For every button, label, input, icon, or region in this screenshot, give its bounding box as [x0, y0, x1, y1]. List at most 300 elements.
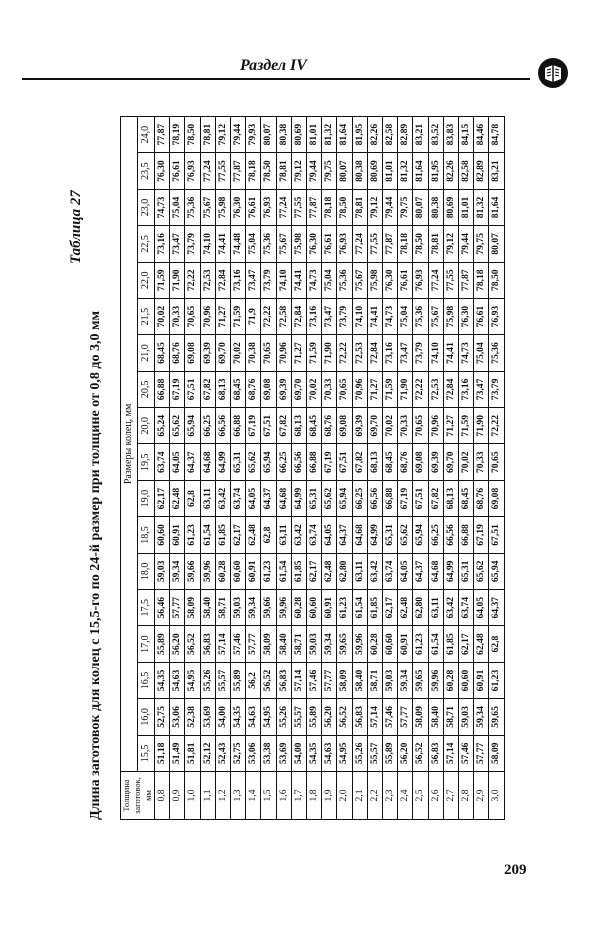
value-cell: 62,17: [307, 553, 322, 589]
value-cell: 55,57: [291, 699, 306, 735]
value-cell: 59,34: [474, 699, 489, 735]
value-cell: 60,60: [231, 553, 246, 589]
value-cell: 74,73: [383, 298, 398, 334]
value-cell: 58,40: [276, 626, 291, 662]
value-cell: 53,69: [200, 699, 215, 735]
value-cell: 72,53: [428, 371, 443, 407]
data-table: [120, 116, 505, 820]
value-cell: 75,67: [276, 226, 291, 262]
table-caption: Длина заготовок для колец с 15,5-го по 24-й размер при толщине от 0,8 до 3,0 мм: [88, 310, 103, 820]
table-row: [428, 116, 443, 819]
value-cell: 64,37: [413, 553, 428, 589]
value-cell: 78,19: [170, 116, 185, 153]
thickness-cell: 2,4: [398, 772, 413, 820]
value-cell: 65,94: [261, 444, 276, 480]
value-cell: 59,65: [337, 626, 352, 662]
value-cell: 53,06: [246, 735, 261, 771]
value-cell: 81,32: [474, 189, 489, 225]
value-cell: 76,61: [170, 153, 185, 189]
value-cell: 69,08: [489, 480, 504, 516]
value-cell: 60,28: [443, 662, 458, 698]
value-cell: 68,76: [246, 371, 261, 407]
value-cell: 77,87: [459, 262, 474, 298]
value-cell: 69,08: [413, 444, 428, 480]
value-cell: 83,21: [413, 116, 428, 153]
value-cell: 64,37: [261, 480, 276, 516]
value-cell: 75,98: [443, 298, 458, 334]
value-cell: 78,81: [200, 116, 215, 153]
value-cell: 73,79: [185, 226, 200, 262]
value-cell: 57,77: [246, 626, 261, 662]
value-cell: 56,52: [337, 699, 352, 735]
value-cell: 72,22: [413, 371, 428, 407]
value-cell: 54,95: [185, 662, 200, 698]
value-cell: 67,51: [413, 480, 428, 516]
value-cell: 59,66: [185, 553, 200, 589]
value-cell: 64,37: [185, 444, 200, 480]
value-cell: 65,31: [459, 553, 474, 589]
value-cell: 70,02: [383, 408, 398, 444]
row-header: Толщина заготовок, мм: [121, 772, 155, 820]
value-cell: 74,41: [443, 335, 458, 371]
value-cell: 67,19: [398, 480, 413, 516]
column-header: 20,5: [138, 371, 155, 407]
value-cell: 73,79: [261, 262, 276, 298]
table-row: [155, 116, 170, 819]
value-cell: 74,41: [291, 262, 306, 298]
value-cell: 70,65: [185, 298, 200, 334]
value-cell: 57,14: [215, 626, 230, 662]
value-cell: 72,58: [276, 298, 291, 334]
value-cell: 65,62: [398, 517, 413, 553]
value-cell: 57,14: [443, 735, 458, 771]
value-cell: 63,11: [276, 517, 291, 553]
value-cell: 82,26: [443, 153, 458, 189]
value-cell: 79,75: [322, 153, 337, 189]
value-cell: 73,47: [322, 298, 337, 334]
value-cell: 63,11: [352, 553, 367, 589]
table-row: [200, 116, 215, 819]
value-cell: 84,78: [489, 116, 504, 153]
value-cell: 62,17: [155, 480, 170, 516]
value-cell: 60,60: [459, 662, 474, 698]
thickness-cell: 1,5: [261, 772, 276, 820]
value-cell: 70,02: [307, 371, 322, 407]
value-cell: 62,8: [261, 517, 276, 553]
value-cell: 77,24: [276, 189, 291, 225]
value-cell: 73,47: [398, 335, 413, 371]
value-cell: 78,50: [413, 226, 428, 262]
value-cell: 64,05: [246, 480, 261, 516]
value-cell: 62,17: [231, 517, 246, 553]
value-cell: 55,89: [231, 662, 246, 698]
value-cell: 56,46: [155, 590, 170, 626]
table-row: [474, 116, 489, 819]
thickness-cell: 2,8: [459, 772, 474, 820]
value-cell: 62,17: [459, 626, 474, 662]
value-cell: 69,08: [185, 335, 200, 371]
value-cell: 66,56: [443, 517, 458, 553]
value-cell: 67,51: [185, 371, 200, 407]
value-cell: 70,96: [276, 335, 291, 371]
value-cell: 57,77: [474, 735, 489, 771]
value-cell: 78,81: [428, 226, 443, 262]
value-cell: 75,04: [170, 189, 185, 225]
value-cell: 59,03: [307, 626, 322, 662]
value-cell: 79,12: [443, 226, 458, 262]
value-cell: 64,68: [200, 444, 215, 480]
value-cell: 62,48: [170, 480, 185, 516]
value-cell: 66,56: [291, 444, 306, 480]
value-cell: 70,33: [474, 444, 489, 480]
value-cell: 63,42: [291, 517, 306, 553]
value-cell: 64,05: [170, 444, 185, 480]
value-cell: 57,14: [291, 662, 306, 698]
value-cell: 81,64: [337, 116, 352, 153]
value-cell: 67,19: [170, 371, 185, 407]
value-cell: 59,03: [459, 699, 474, 735]
value-cell: 56,2: [246, 662, 261, 698]
value-cell: 72,53: [200, 262, 215, 298]
value-cell: 68,76: [398, 444, 413, 480]
thickness-cell: 1,0: [185, 772, 200, 820]
value-cell: 55,57: [367, 735, 382, 771]
value-cell: 76,93: [185, 153, 200, 189]
value-cell: 56,20: [322, 699, 337, 735]
value-cell: 51,81: [185, 735, 200, 771]
value-cell: 53,06: [170, 699, 185, 735]
value-cell: 65,94: [337, 480, 352, 516]
value-cell: 76,93: [489, 298, 504, 334]
value-cell: 79,75: [474, 226, 489, 262]
value-cell: 67,19: [474, 517, 489, 553]
value-cell: 75,04: [322, 262, 337, 298]
value-cell: 78,18: [398, 226, 413, 262]
value-cell: 76,93: [337, 226, 352, 262]
value-cell: 68,13: [443, 480, 458, 516]
value-cell: 77,55: [443, 262, 458, 298]
value-cell: 77,55: [291, 189, 306, 225]
value-cell: 79,12: [291, 153, 306, 189]
value-cell: 67,82: [276, 408, 291, 444]
value-cell: 75,36: [489, 335, 504, 371]
value-cell: 71,27: [443, 408, 458, 444]
table-row: [322, 116, 337, 819]
value-cell: 52,75: [231, 735, 246, 771]
column-header: 20,0: [138, 408, 155, 444]
value-cell: 80,69: [367, 153, 382, 189]
value-cell: 63,42: [443, 590, 458, 626]
value-cell: 60,28: [291, 590, 306, 626]
column-header: 22,0: [138, 262, 155, 298]
value-cell: 75,04: [246, 226, 261, 262]
value-cell: 65,94: [413, 517, 428, 553]
value-cell: 77,24: [428, 262, 443, 298]
value-cell: 63,74: [459, 590, 474, 626]
value-cell: 64,99: [291, 480, 306, 516]
value-cell: 52,43: [215, 735, 230, 771]
table-row: [459, 116, 474, 819]
value-cell: 60,91: [322, 590, 337, 626]
value-cell: 65,24: [155, 408, 170, 444]
value-cell: 82,58: [383, 116, 398, 153]
value-cell: 81,95: [352, 116, 367, 153]
value-cell: 71,59: [459, 408, 474, 444]
value-cell: 78,18: [322, 189, 337, 225]
value-cell: 55,89: [307, 699, 322, 735]
value-cell: 73,16: [155, 226, 170, 262]
value-cell: 77,87: [231, 153, 246, 189]
table-row: [231, 116, 246, 819]
value-cell: 74,73: [155, 189, 170, 225]
value-cell: 68,45: [459, 480, 474, 516]
column-header: 17,0: [138, 626, 155, 662]
value-cell: 71,90: [398, 371, 413, 407]
value-cell: 64,68: [352, 517, 367, 553]
value-cell: 65,62: [170, 408, 185, 444]
value-cell: 83,21: [489, 153, 504, 189]
value-cell: 68,45: [155, 335, 170, 371]
column-header: 17,5: [138, 590, 155, 626]
value-cell: 65,94: [489, 553, 504, 589]
value-cell: 61,85: [367, 590, 382, 626]
value-cell: 61,54: [428, 626, 443, 662]
value-cell: 77,24: [352, 226, 367, 262]
column-header: 18,5: [138, 517, 155, 553]
value-cell: 68,45: [307, 408, 322, 444]
value-cell: 68,45: [231, 371, 246, 407]
value-cell: 52,38: [185, 699, 200, 735]
value-cell: 57,77: [398, 699, 413, 735]
value-cell: 75,04: [474, 335, 489, 371]
value-cell: 60,91: [246, 553, 261, 589]
value-cell: 63,74: [155, 444, 170, 480]
value-cell: 79,44: [383, 189, 398, 225]
value-cell: 66,88: [383, 480, 398, 516]
value-cell: 57,46: [459, 735, 474, 771]
value-cell: 79,44: [307, 153, 322, 189]
value-cell: 69,70: [215, 335, 230, 371]
value-cell: 59,03: [155, 553, 170, 589]
value-cell: 58,09: [261, 626, 276, 662]
table-row: [276, 116, 291, 819]
value-cell: 78,50: [261, 153, 276, 189]
value-cell: 72,22: [489, 408, 504, 444]
value-cell: 61,85: [215, 517, 230, 553]
value-cell: 54,95: [261, 699, 276, 735]
table-row: [352, 116, 367, 819]
value-cell: 58,71: [215, 590, 230, 626]
value-cell: 65,94: [185, 408, 200, 444]
value-cell: 66,88: [459, 517, 474, 553]
value-cell: 67,82: [352, 444, 367, 480]
column-header: 18,0: [138, 553, 155, 589]
value-cell: 67,51: [261, 408, 276, 444]
table-row: [261, 116, 276, 819]
thickness-cell: 2,6: [428, 772, 443, 820]
value-cell: 64,99: [215, 444, 230, 480]
value-cell: 81,01: [383, 153, 398, 189]
value-cell: 77,55: [215, 153, 230, 189]
value-cell: 70,33: [170, 298, 185, 334]
value-cell: 59,65: [489, 699, 504, 735]
value-cell: 76,30: [307, 226, 322, 262]
thickness-cell: 3,0: [489, 772, 504, 820]
value-cell: 75,36: [337, 262, 352, 298]
value-cell: 59,34: [322, 626, 337, 662]
value-cell: 73,16: [307, 298, 322, 334]
value-cell: 55,26: [276, 699, 291, 735]
value-cell: 74,10: [352, 298, 367, 334]
value-cell: 78,81: [352, 189, 367, 225]
value-cell: 55,57: [215, 662, 230, 698]
thickness-cell: 1,3: [231, 772, 246, 820]
value-cell: 55,89: [155, 626, 170, 662]
value-cell: 59,03: [231, 590, 246, 626]
thickness-cell: 1,7: [291, 772, 306, 820]
value-cell: 72,22: [337, 335, 352, 371]
thickness-cell: 2,7: [443, 772, 458, 820]
thickness-cell: 2,2: [367, 772, 382, 820]
value-cell: 73,79: [337, 298, 352, 334]
value-cell: 66,56: [215, 408, 230, 444]
value-cell: 63,42: [215, 480, 230, 516]
thickness-cell: 2,1: [352, 772, 367, 820]
value-cell: 81,01: [307, 116, 322, 153]
value-cell: 71,9: [246, 298, 261, 334]
value-cell: 71,59: [307, 335, 322, 371]
value-cell: 72,84: [291, 298, 306, 334]
value-cell: 75,36: [413, 298, 428, 334]
value-cell: 64,37: [489, 590, 504, 626]
value-cell: 56,52: [261, 662, 276, 698]
value-cell: 63,42: [367, 553, 382, 589]
thickness-cell: 1,4: [246, 772, 261, 820]
value-cell: 61,85: [291, 553, 306, 589]
value-cell: 79,12: [215, 116, 230, 153]
table-row: [443, 116, 458, 819]
value-cell: 80,69: [443, 189, 458, 225]
value-cell: 60,91: [398, 626, 413, 662]
value-cell: 76,61: [322, 226, 337, 262]
value-cell: 73,16: [231, 262, 246, 298]
value-cell: 56,83: [200, 626, 215, 662]
value-cell: 79,12: [367, 189, 382, 225]
thickness-cell: 1,9: [322, 772, 337, 820]
table-row: [398, 116, 413, 819]
value-cell: 70,02: [155, 298, 170, 334]
value-cell: 76,30: [383, 262, 398, 298]
value-cell: 69,08: [261, 371, 276, 407]
value-cell: 76,30: [459, 298, 474, 334]
value-cell: 76,61: [246, 189, 261, 225]
value-cell: 57,77: [170, 590, 185, 626]
value-cell: 79,75: [398, 189, 413, 225]
value-cell: 77,24: [200, 153, 215, 189]
value-cell: 77,87: [383, 226, 398, 262]
value-cell: 67,19: [322, 444, 337, 480]
value-cell: 79,93: [246, 116, 261, 153]
value-cell: 81,64: [489, 189, 504, 225]
value-cell: 77,55: [367, 226, 382, 262]
value-cell: 65,62: [322, 480, 337, 516]
column-header: 16,0: [138, 699, 155, 735]
value-cell: 58,09: [489, 735, 504, 771]
value-cell: 80,07: [261, 116, 276, 153]
value-cell: 70,65: [261, 335, 276, 371]
value-cell: 54,35: [307, 735, 322, 771]
value-cell: 54,35: [155, 662, 170, 698]
value-cell: 55,26: [352, 735, 367, 771]
value-cell: 64,68: [276, 480, 291, 516]
value-cell: 67,82: [200, 371, 215, 407]
value-cell: 67,82: [428, 480, 443, 516]
value-cell: 72,53: [352, 335, 367, 371]
column-header: 23,5: [138, 153, 155, 189]
value-cell: 55,26: [200, 662, 215, 698]
value-cell: 83,52: [428, 116, 443, 153]
value-cell: 56,52: [185, 626, 200, 662]
value-cell: 62,8: [489, 626, 504, 662]
value-cell: 80,38: [428, 189, 443, 225]
value-cell: 51,49: [170, 735, 185, 771]
value-cell: 79,44: [231, 116, 246, 153]
value-cell: 64,99: [443, 553, 458, 589]
value-cell: 73,16: [459, 371, 474, 407]
value-cell: 51,18: [155, 735, 170, 771]
value-cell: 78,81: [276, 153, 291, 189]
value-cell: 75,36: [261, 226, 276, 262]
value-cell: 75,67: [352, 262, 367, 298]
value-cell: 65,62: [474, 553, 489, 589]
column-header: 15,5: [138, 735, 155, 771]
value-cell: 56,83: [352, 699, 367, 735]
value-cell: 84,46: [474, 116, 489, 153]
value-cell: 69,70: [291, 371, 306, 407]
value-cell: 71,59: [155, 262, 170, 298]
value-cell: 56,52: [413, 735, 428, 771]
table-row: [383, 116, 398, 819]
thickness-cell: 1,6: [276, 772, 291, 820]
value-cell: 60,91: [474, 662, 489, 698]
value-cell: 54,63: [322, 735, 337, 771]
value-cell: 65,62: [246, 444, 261, 480]
value-cell: 79,44: [459, 226, 474, 262]
value-cell: 69,39: [200, 335, 215, 371]
table-row: [291, 116, 306, 819]
value-cell: 66,56: [367, 480, 382, 516]
value-cell: 75,04: [398, 298, 413, 334]
value-cell: 58,09: [337, 662, 352, 698]
thickness-cell: 0,9: [170, 772, 185, 820]
value-cell: 74,48: [231, 226, 246, 262]
value-cell: 71,90: [322, 335, 337, 371]
value-cell: 82,89: [398, 116, 413, 153]
value-cell: 58,09: [185, 590, 200, 626]
value-cell: 68,76: [474, 480, 489, 516]
value-cell: 81,32: [322, 116, 337, 153]
value-cell: 74,10: [200, 226, 215, 262]
value-cell: 69,39: [276, 371, 291, 407]
value-cell: 59,66: [261, 590, 276, 626]
value-cell: 67,51: [337, 444, 352, 480]
group-header: Размеры колец, мм: [121, 116, 138, 771]
value-cell: 70,96: [200, 298, 215, 334]
book-emblem-icon: [536, 56, 570, 90]
table-row: [246, 116, 261, 819]
value-cell: 68,45: [383, 444, 398, 480]
value-cell: 71,27: [291, 335, 306, 371]
